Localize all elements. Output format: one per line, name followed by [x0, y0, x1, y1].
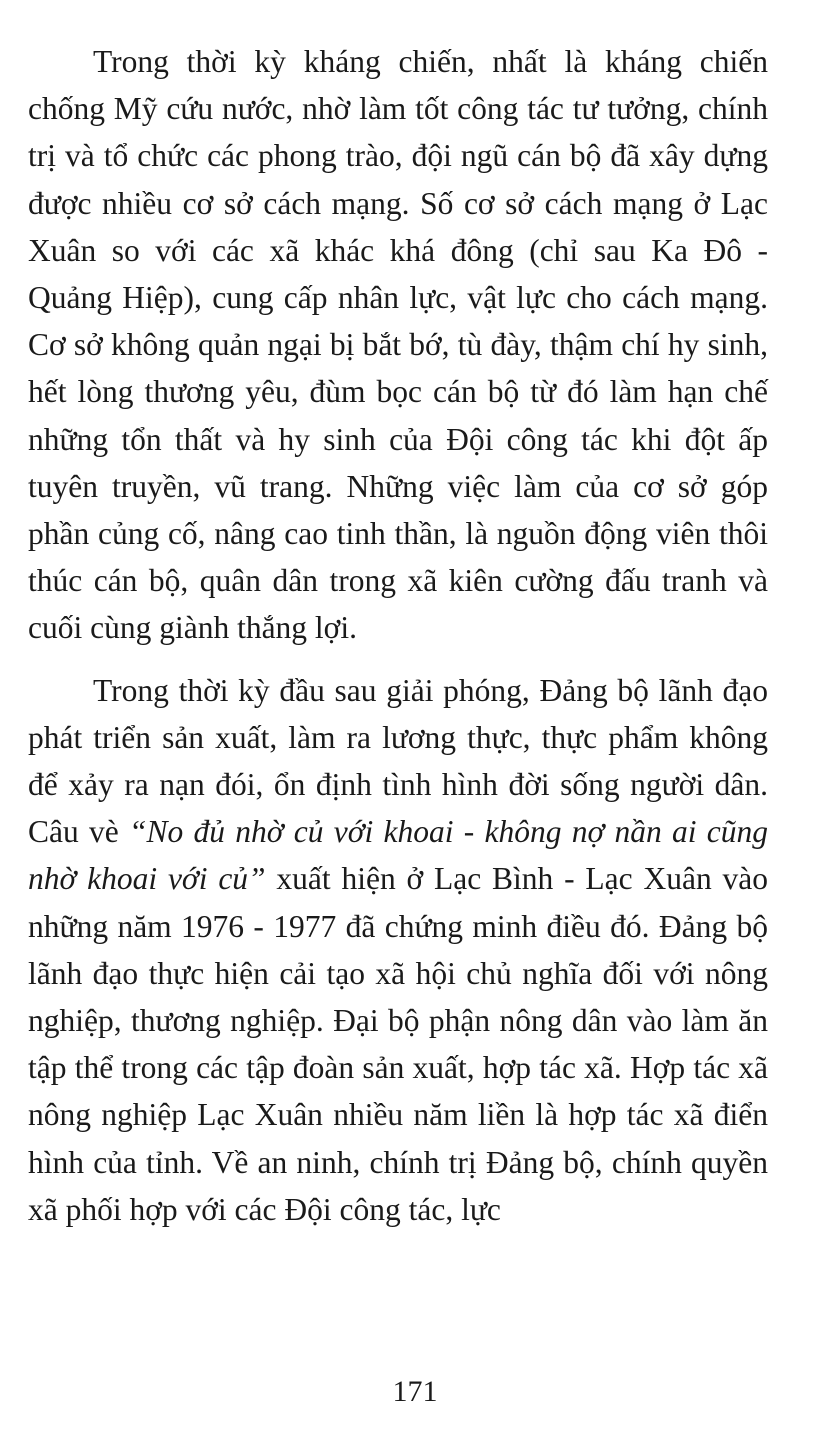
paragraph-1-text: Trong thời kỳ kháng chiến, nhất là kháng chiến chống Mỹ cứu nước, nhờ làm tốt công tác tư tưởng, chính trị và tổ chức các phong trào, đội ngũ cán bộ đã xây dựng được nhiều cơ sở cách mạng. Số cơ sở cách mạng ở Lạc Xuân so với các xã khác khá đông (chỉ sau Ka Đô - Quảng Hiệp), cung cấp nhân lực, vật lực cho cách mạng. Cơ sở không quản ngại bị bắt bớ, tù đày, thậm chí hy sinh, hết lòng thương yêu, đùm bọc cán bộ từ đó làm hạn chế những tổn thất và hy sinh của Đội công tác khi đột ấp tuyên truyền, vũ trang. Những việc làm của cơ sở góp phần củng cố, nâng cao tinh thần, là nguồn động viên thôi thúc cán bộ, quân dân trong xã kiên cường đấu tranh và cuối cùng giành thắng lợi.: [28, 44, 768, 646]
page-body: [28, 38, 768, 1358]
paragraph-2: [28, 667, 768, 1233]
page-number: 171: [392, 1375, 438, 1408]
paragraph-2-text-start: Trong thời kỳ đầu sau giải phóng, Đảng bộ lãnh đạo phát triển sản xuất, làm ra lương thực, thực phẩm không để xảy ra nạn đói, ổn định tình hình đời sống người dân. Câu vè: [28, 672, 768, 850]
paragraph-1: [28, 38, 768, 652]
folk-verse-quote: “No đủ nhờ củ với khoai - không nợ nần ai cũng nhờ khoai với củ”: [28, 814, 768, 897]
paragraph-2-text-end: xuất hiện ở Lạc Bình - Lạc Xuân vào những năm 1976 - 1977 đã chứng minh điều đó. Đảng bộ lãnh đạo thực hiện cải tạo xã hội chủ nghĩa đối với nông nghiệp, thương nghiệp. Đại bộ phận nông dân vào làm ăn tập thể trong các tập đoàn sản xuất, hợp tác xã. Hợp tác xã nông nghiệp Lạc Xuân nhiều năm liền là hợp tác xã điển hình của tỉnh. Về an ninh, chính trị Đảng bộ, chính quyền xã phối hợp với các Đội công tác, lực: [28, 861, 769, 1227]
